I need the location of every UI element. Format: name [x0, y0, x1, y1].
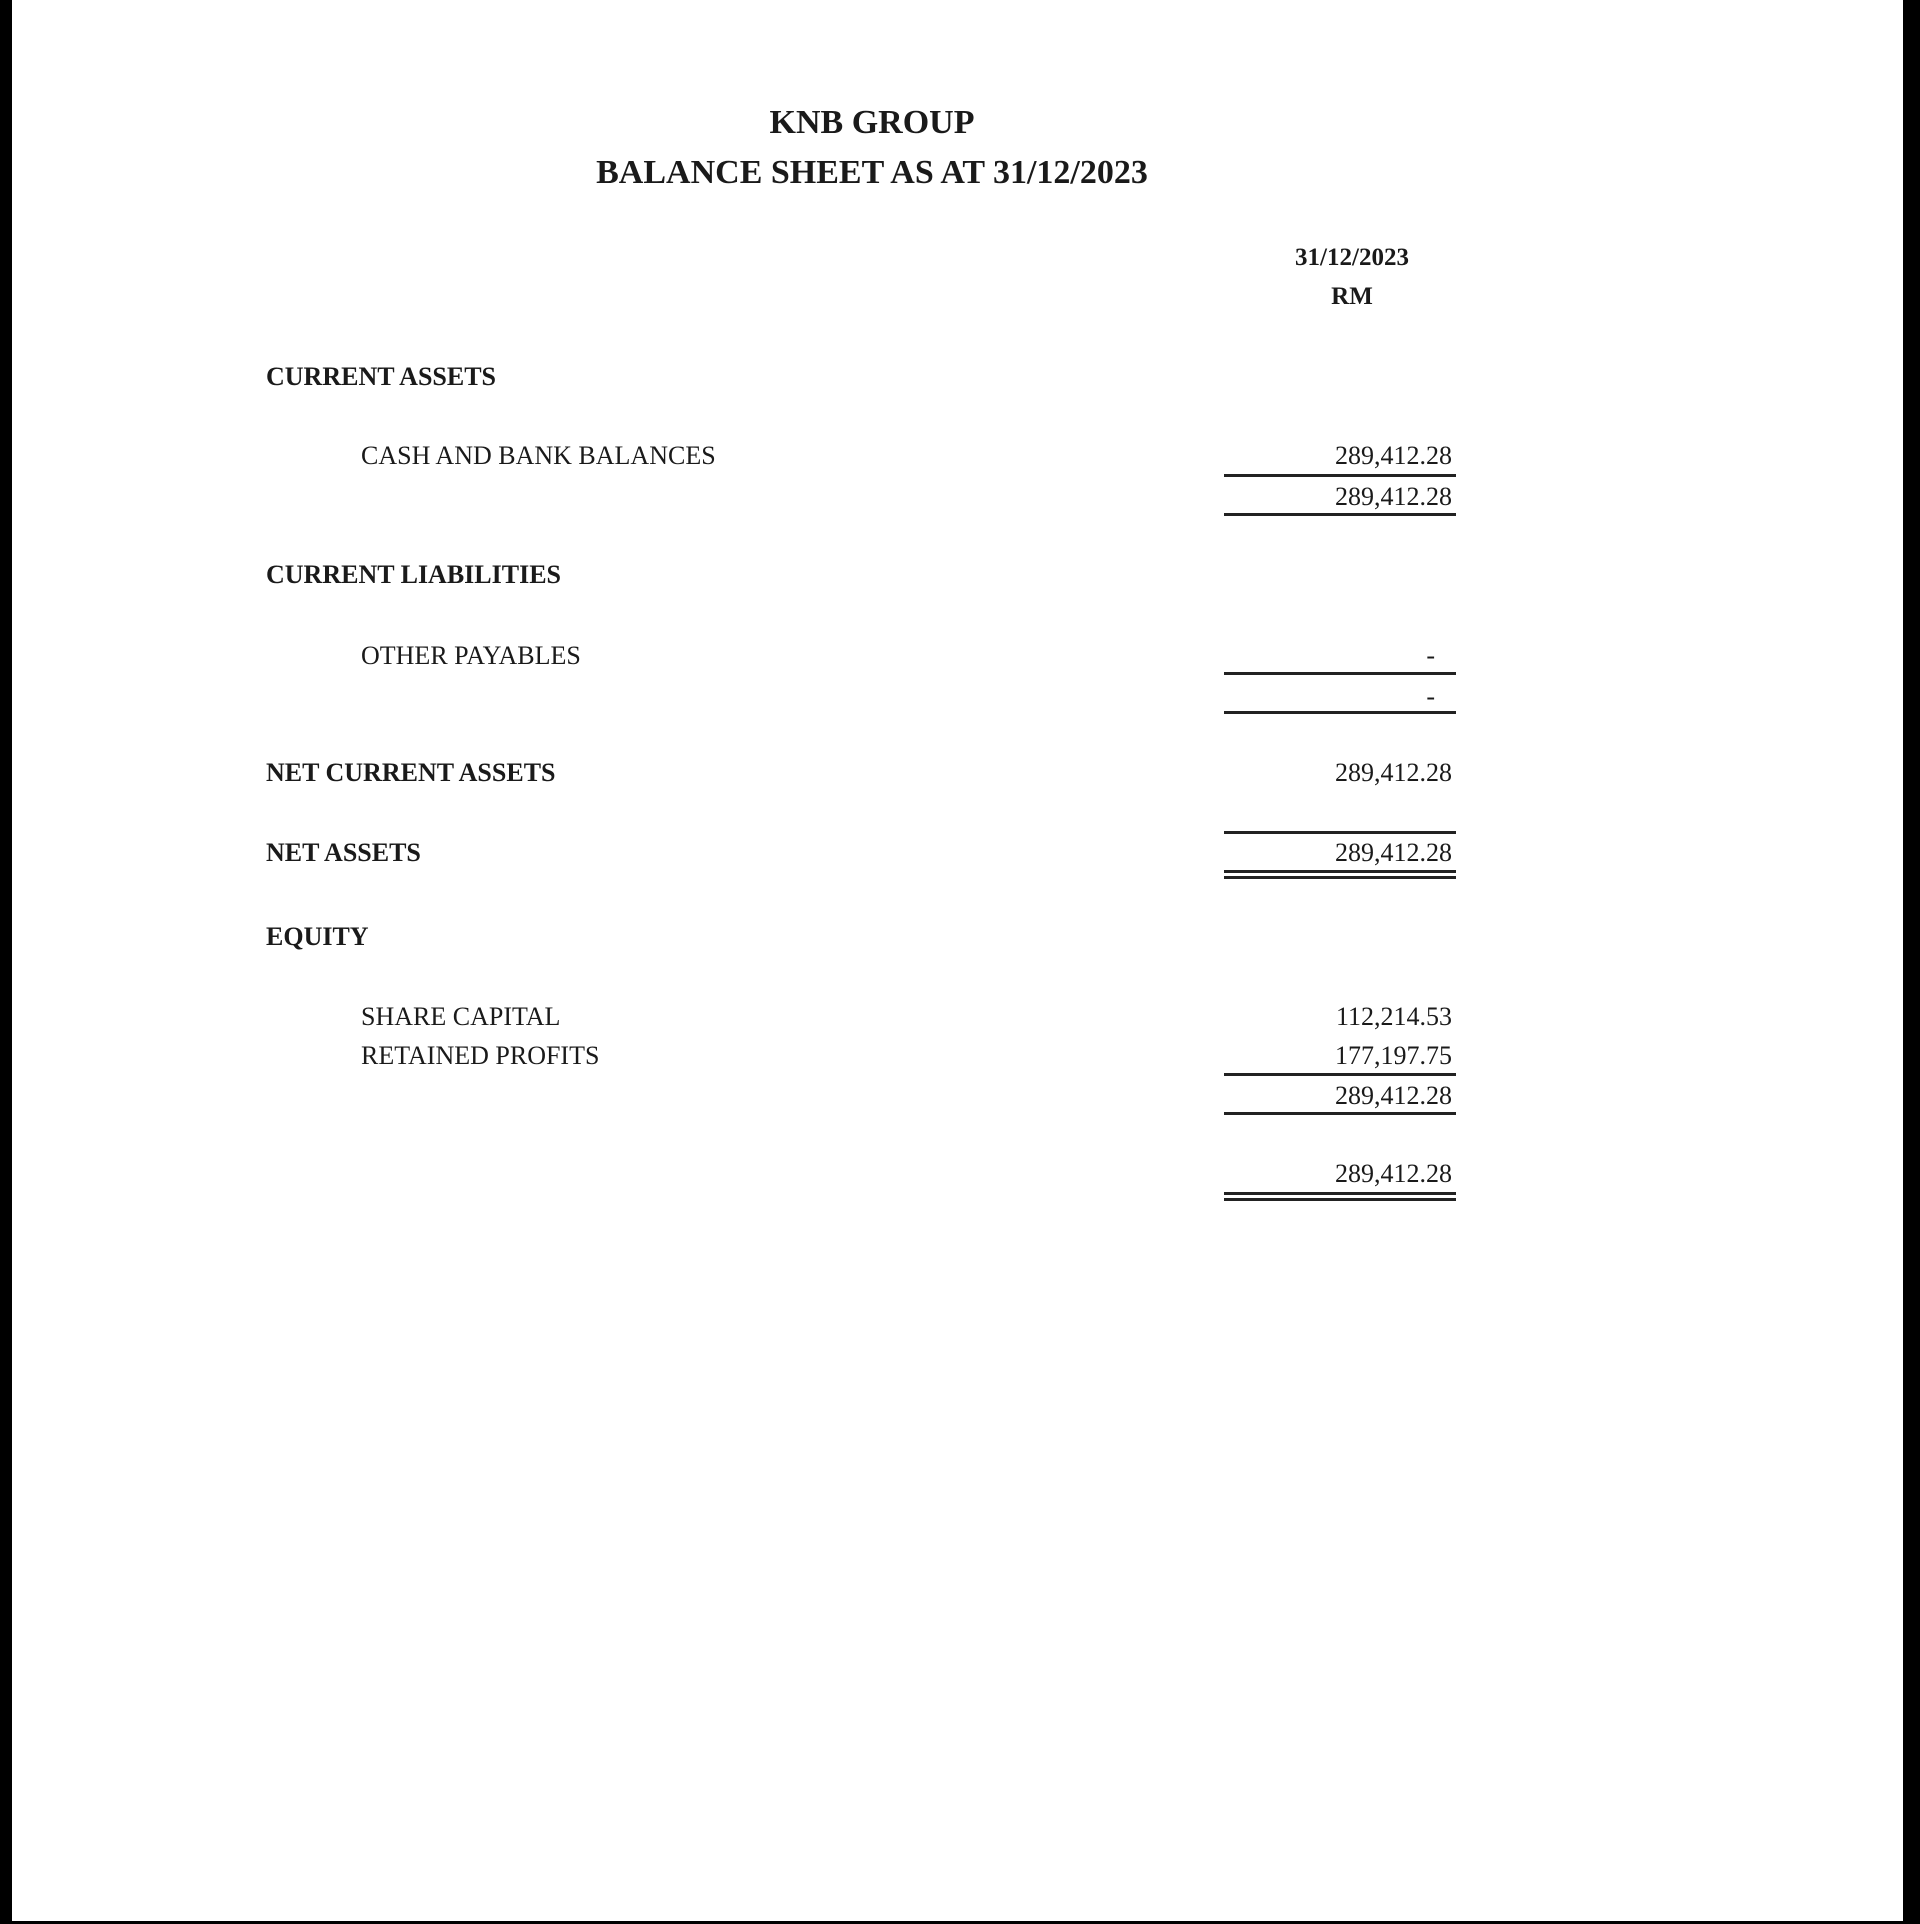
section-net-assets: NET ASSETS [266, 838, 421, 867]
section-net-current-assets: NET CURRENT ASSETS [266, 758, 556, 787]
double-rule-bottom [1224, 876, 1456, 879]
item-share-capital-value: 112,214.53 [1335, 1002, 1452, 1031]
item-other-payables-label: OTHER PAYABLES [361, 641, 581, 670]
rule [1224, 831, 1456, 834]
item-other-payables-value: - [1426, 641, 1435, 670]
column-currency: RM [1331, 283, 1373, 310]
item-share-capital-label: SHARE CAPITAL [361, 1002, 561, 1031]
equity-total: 289,412.28 [1335, 1081, 1452, 1110]
subtotal-rule [1224, 672, 1456, 675]
item-cash-label: CASH AND BANK BALANCES [361, 441, 716, 470]
net-current-assets-value: 289,412.28 [1335, 758, 1452, 787]
subtotal-rule [1224, 1073, 1456, 1076]
item-retained-profits-label: RETAINED PROFITS [361, 1041, 600, 1070]
document-page [12, 0, 1903, 1921]
item-cash-value: 289,412.28 [1335, 441, 1452, 470]
section-current-assets: CURRENT ASSETS [266, 362, 497, 391]
item-retained-profits-value: 177,197.75 [1335, 1041, 1452, 1070]
subtotal-rule [1224, 474, 1456, 477]
total-rule [1224, 513, 1456, 516]
current-assets-total: 289,412.28 [1335, 482, 1452, 511]
net-assets-value: 289,412.28 [1335, 838, 1452, 867]
column-date: 31/12/2023 [1295, 244, 1409, 271]
total-rule [1224, 1112, 1456, 1115]
double-rule-top [1224, 870, 1456, 873]
double-rule-top [1224, 1192, 1456, 1195]
document-title: BALANCE SHEET AS AT 31/12/2023 [596, 154, 1148, 191]
section-equity: EQUITY [266, 922, 369, 951]
current-liabilities-total: - [1426, 682, 1435, 711]
equity-grand-total: 289,412.28 [1335, 1159, 1452, 1188]
company-name: KNB GROUP [769, 104, 975, 141]
double-rule-bottom [1224, 1198, 1456, 1201]
total-rule [1224, 711, 1456, 714]
section-current-liabilities: CURRENT LIABILITIES [266, 560, 562, 589]
